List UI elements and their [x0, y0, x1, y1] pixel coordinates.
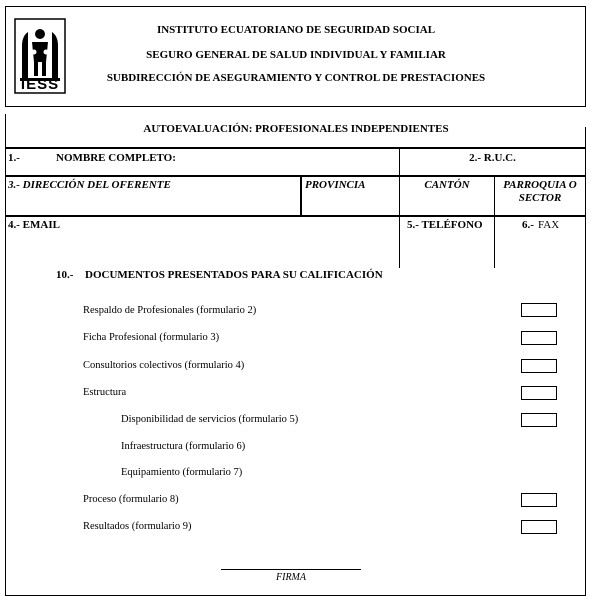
fax-number: 6.- [522, 219, 534, 231]
grid-left-border [5, 147, 6, 268]
list-item-infraestructura: Infraestructura (formulario 6) [121, 441, 246, 452]
checkbox-estructura[interactable] [521, 386, 557, 400]
form-title: AUTOEVALUACIÓN: PROFESIONALES INDEPENDIENTES [143, 123, 449, 135]
logo-text: IESS [20, 76, 60, 93]
canton-label: CANTÓN [424, 179, 470, 191]
checkbox-resultados[interactable] [521, 520, 557, 534]
row3-top-border [5, 215, 586, 217]
header-right-border [585, 6, 586, 107]
insurance-subtitle: SEGURO GENERAL DE SALUD INDIVIDUAL Y FAMILIAR [146, 49, 446, 61]
ruc-label: 2.- R.U.C. [469, 152, 516, 164]
list-item-respaldo: Respaldo de Profesionales (formulario 2) [83, 305, 257, 316]
field-number-1: 1.- [8, 152, 20, 164]
signature-line [221, 569, 361, 570]
parish-label-line1: PARROQUIA O [503, 179, 577, 191]
documents-section-number: 10.- [56, 269, 74, 281]
fax-label: FAX [538, 219, 560, 231]
list-item-ficha: Ficha Profesional (formulario 3) [83, 332, 220, 343]
checkbox-consultorios[interactable] [521, 359, 557, 373]
row1-top-border [5, 147, 586, 149]
checkbox-respaldo[interactable] [521, 303, 557, 317]
list-item-disponibilidad: Disponibilidad de servicios (formulario 5) [121, 414, 299, 425]
iess-logo [14, 18, 66, 94]
header-top-border [5, 6, 586, 7]
header-bottom-border [5, 106, 586, 107]
list-item-consultorios: Consultorios colectivos (formulario 4) [83, 360, 245, 371]
divider-provincia [300, 175, 302, 217]
phone-label: 5.- TELÉFONO [407, 219, 483, 231]
grid-right-border [585, 147, 586, 268]
header-left-border [5, 6, 6, 107]
title-left-border [5, 114, 6, 148]
documents-section-title: DOCUMENTOS PRESENTADOS PARA SU CALIFICACIÓN [85, 269, 383, 281]
checkbox-ficha[interactable] [521, 331, 557, 345]
list-item-resultados: Resultados (formulario 9) [83, 521, 192, 532]
province-label: PROVINCIA [305, 179, 366, 191]
docs-bottom-border [5, 595, 586, 596]
checkbox-proceso[interactable] [521, 493, 557, 507]
list-item-equipamiento: Equipamiento (formulario 7) [121, 467, 243, 478]
list-item-proceso: Proceso (formulario 8) [83, 494, 179, 505]
signature-label: FIRMA [276, 572, 306, 583]
email-label: 4.- EMAIL [8, 219, 60, 231]
parish-label-line2: SECTOR [518, 192, 562, 204]
address-label: 3.- DIRECCIÓN DEL OFERENTE [8, 179, 171, 191]
docs-right-border [585, 268, 586, 596]
row2-top-border [5, 175, 586, 177]
divider-ruc [399, 147, 400, 268]
institution-title: INSTITUTO ECUATORIANO DE SEGURIDAD SOCIAL [156, 24, 436, 36]
docs-left-border [5, 268, 6, 596]
title-right-border [585, 127, 586, 148]
full-name-label: NOMBRE COMPLETO: [56, 152, 176, 164]
list-item-estructura: Estructura [83, 387, 127, 398]
checkbox-disponibilidad[interactable] [521, 413, 557, 427]
subdirection-subtitle: SUBDIRECCIÓN DE ASEGURAMIENTO Y CONTROL DE PRESTACIONES [106, 72, 486, 84]
